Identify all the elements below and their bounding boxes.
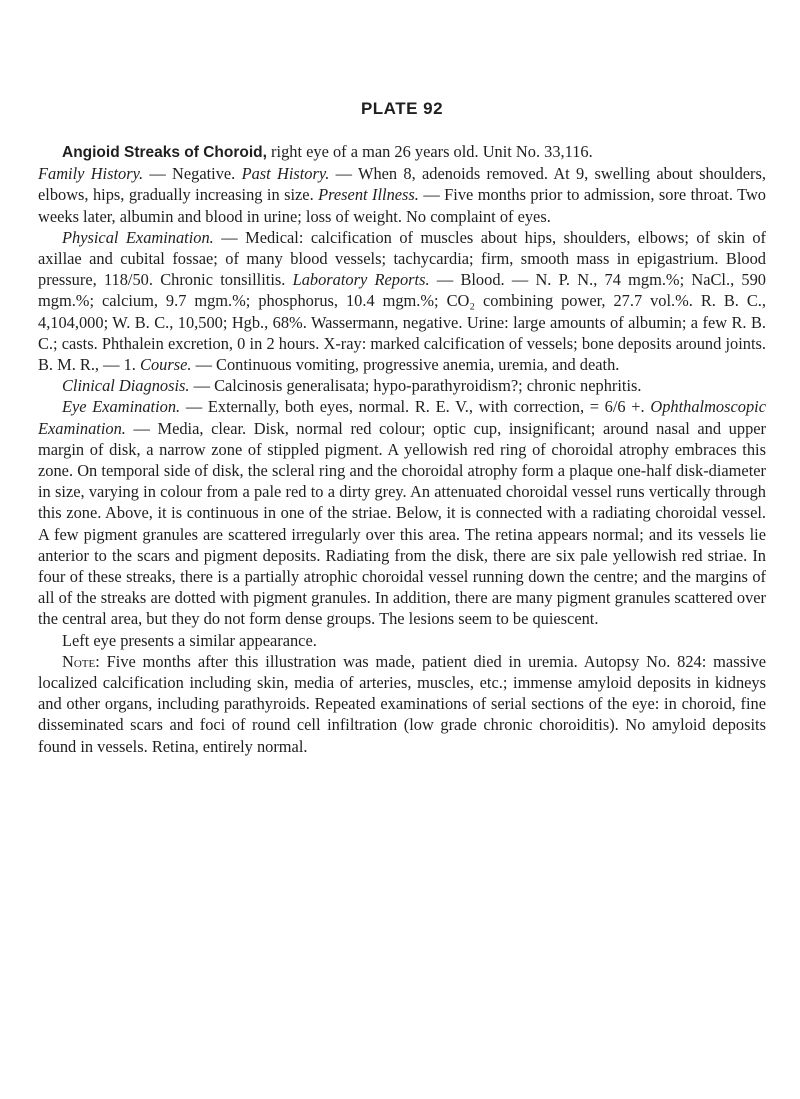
case-heading: Angioid Streaks of Choroid, [62,144,267,161]
paragraph-diagnosis [38,375,766,396]
paragraph-note [38,651,766,757]
past-history-text: — When 8, adenoids removed. At 9, swelling about shoulders, elbows, hips, gradually increasing in size. [38,164,766,205]
family-history-label: Family History. [38,164,144,184]
eye-exam-label: Eye Examination. [62,397,181,417]
course-label: Course. [140,355,192,375]
physical-exam-label: Physical Examination. [62,227,214,247]
plate-title: PLATE 92 [360,99,444,118]
paragraph-history [38,141,766,227]
ophthalmoscopic-text: — Media, clear. Disk, normal red colour; optic cup, insignificant; around nasal and upper margin of disk, a narrow zone of stippled pigment. A yellowish red ring of choroidal atrophy embraces this zone. On temporal side of disk, the scleral ring and the choroidal atrophy form a plaque one-half disk-diameter in size, varying in colour from a pale red to a dirty grey. An attenuated choroidal vessel runs vertically through this zone. Above, it is continuous in one of the striae. Below, it is connected with a radiating choroidal vessel. A few pigment granules are scattered irregularly over this area. The retina appears normal; and its vessels lie anterior to the scars and pigment deposits. Radiating from the disk, there are six pale yellowish red striae. In four of these streaks, there is a partially atrophic choroidal vessel running down the centre; and the margins of all of the streaks are dotted with pigment granules. In addition, there are many pigment granules scattered over the central area, but they do not form dense groups. The lesions seem to be quiescent. [38,418,766,629]
present-illness-label: Present Illness. [318,185,419,205]
lab-reports-label: Laboratory Reports. [292,270,430,290]
note-label: Note [62,651,96,671]
family-history-text: — Negative. [143,164,242,184]
clinical-diagnosis-label: Clinical Diagnosis. [62,376,190,396]
lab-reports-text: — Blood. — N. P. N., 74 mgm.%; NaCl., 590 mgm.%; calcium, 9.7 mgm.%; phosphorus, 10.4 mgm.%; CO₂ combining power, 27.7 vol.%. R. B. C., 4,104,000; W. B. C., 10,500; Hgb., 68%. Wassermann, negative. Urine: large amounts of albumin; a few R. B. C.; casts. Phthalein excretion, 0 in 2 hours. X-ray: marked calcification of vessels; bone deposits around joints. B. M. R., — 1. [38,270,766,375]
paragraph-physical [38,227,766,375]
present-illness-text: — Five months prior to admission, sore throat. Two weeks later, albumin and blood in urine; loss of weight. No complaint of eyes. [38,185,766,226]
eye-exam-text: — Externally, both eyes, normal. R. E. V., with correction, = 6/6 +. [180,397,651,417]
course-text: — Continuous vomiting, progressive anemia, uremia, and death. [191,355,620,375]
ophthalmoscopic-label: Ophthalmoscopic Examination. [38,397,766,438]
paragraph-eye-exam [38,396,766,629]
note-text: : Five months after this illustration was made, patient died in uremia. Autopsy No. 824: massive localized calcification including skin, media of arteries, muscles, etc.; immense amyloid deposits in kidneys and other organs, including parathyroids. Repeated examinations of serial sections of the eye: in choroid, fine disseminated scars and foci of round cell infiltration (low grade chronic choroiditis). No amyloid deposits found in vessels. Retina, entirely normal. [38,651,766,756]
past-history-label: Past History. [241,164,330,184]
clinical-diagnosis-text: — Calcinosis generalisata; hypo-parathyroidism?; chronic nephritis. [189,376,642,396]
case-report [38,141,766,757]
left-eye-text: Left eye presents a similar appearance. [62,630,317,650]
intro-text: right eye of a man 26 years old. Unit No. 33,116. [266,142,593,161]
physical-exam-text: — Medical: calcification of muscles about hips, shoulders, elbows; of skin of axillae and cubital fossae; of many blood vessels; tachycardia; firm, smooth mass in epigastrium. Blood pressure, 118/50. Chronic tonsillitis. [38,227,766,290]
paragraph-left-eye [38,630,766,651]
